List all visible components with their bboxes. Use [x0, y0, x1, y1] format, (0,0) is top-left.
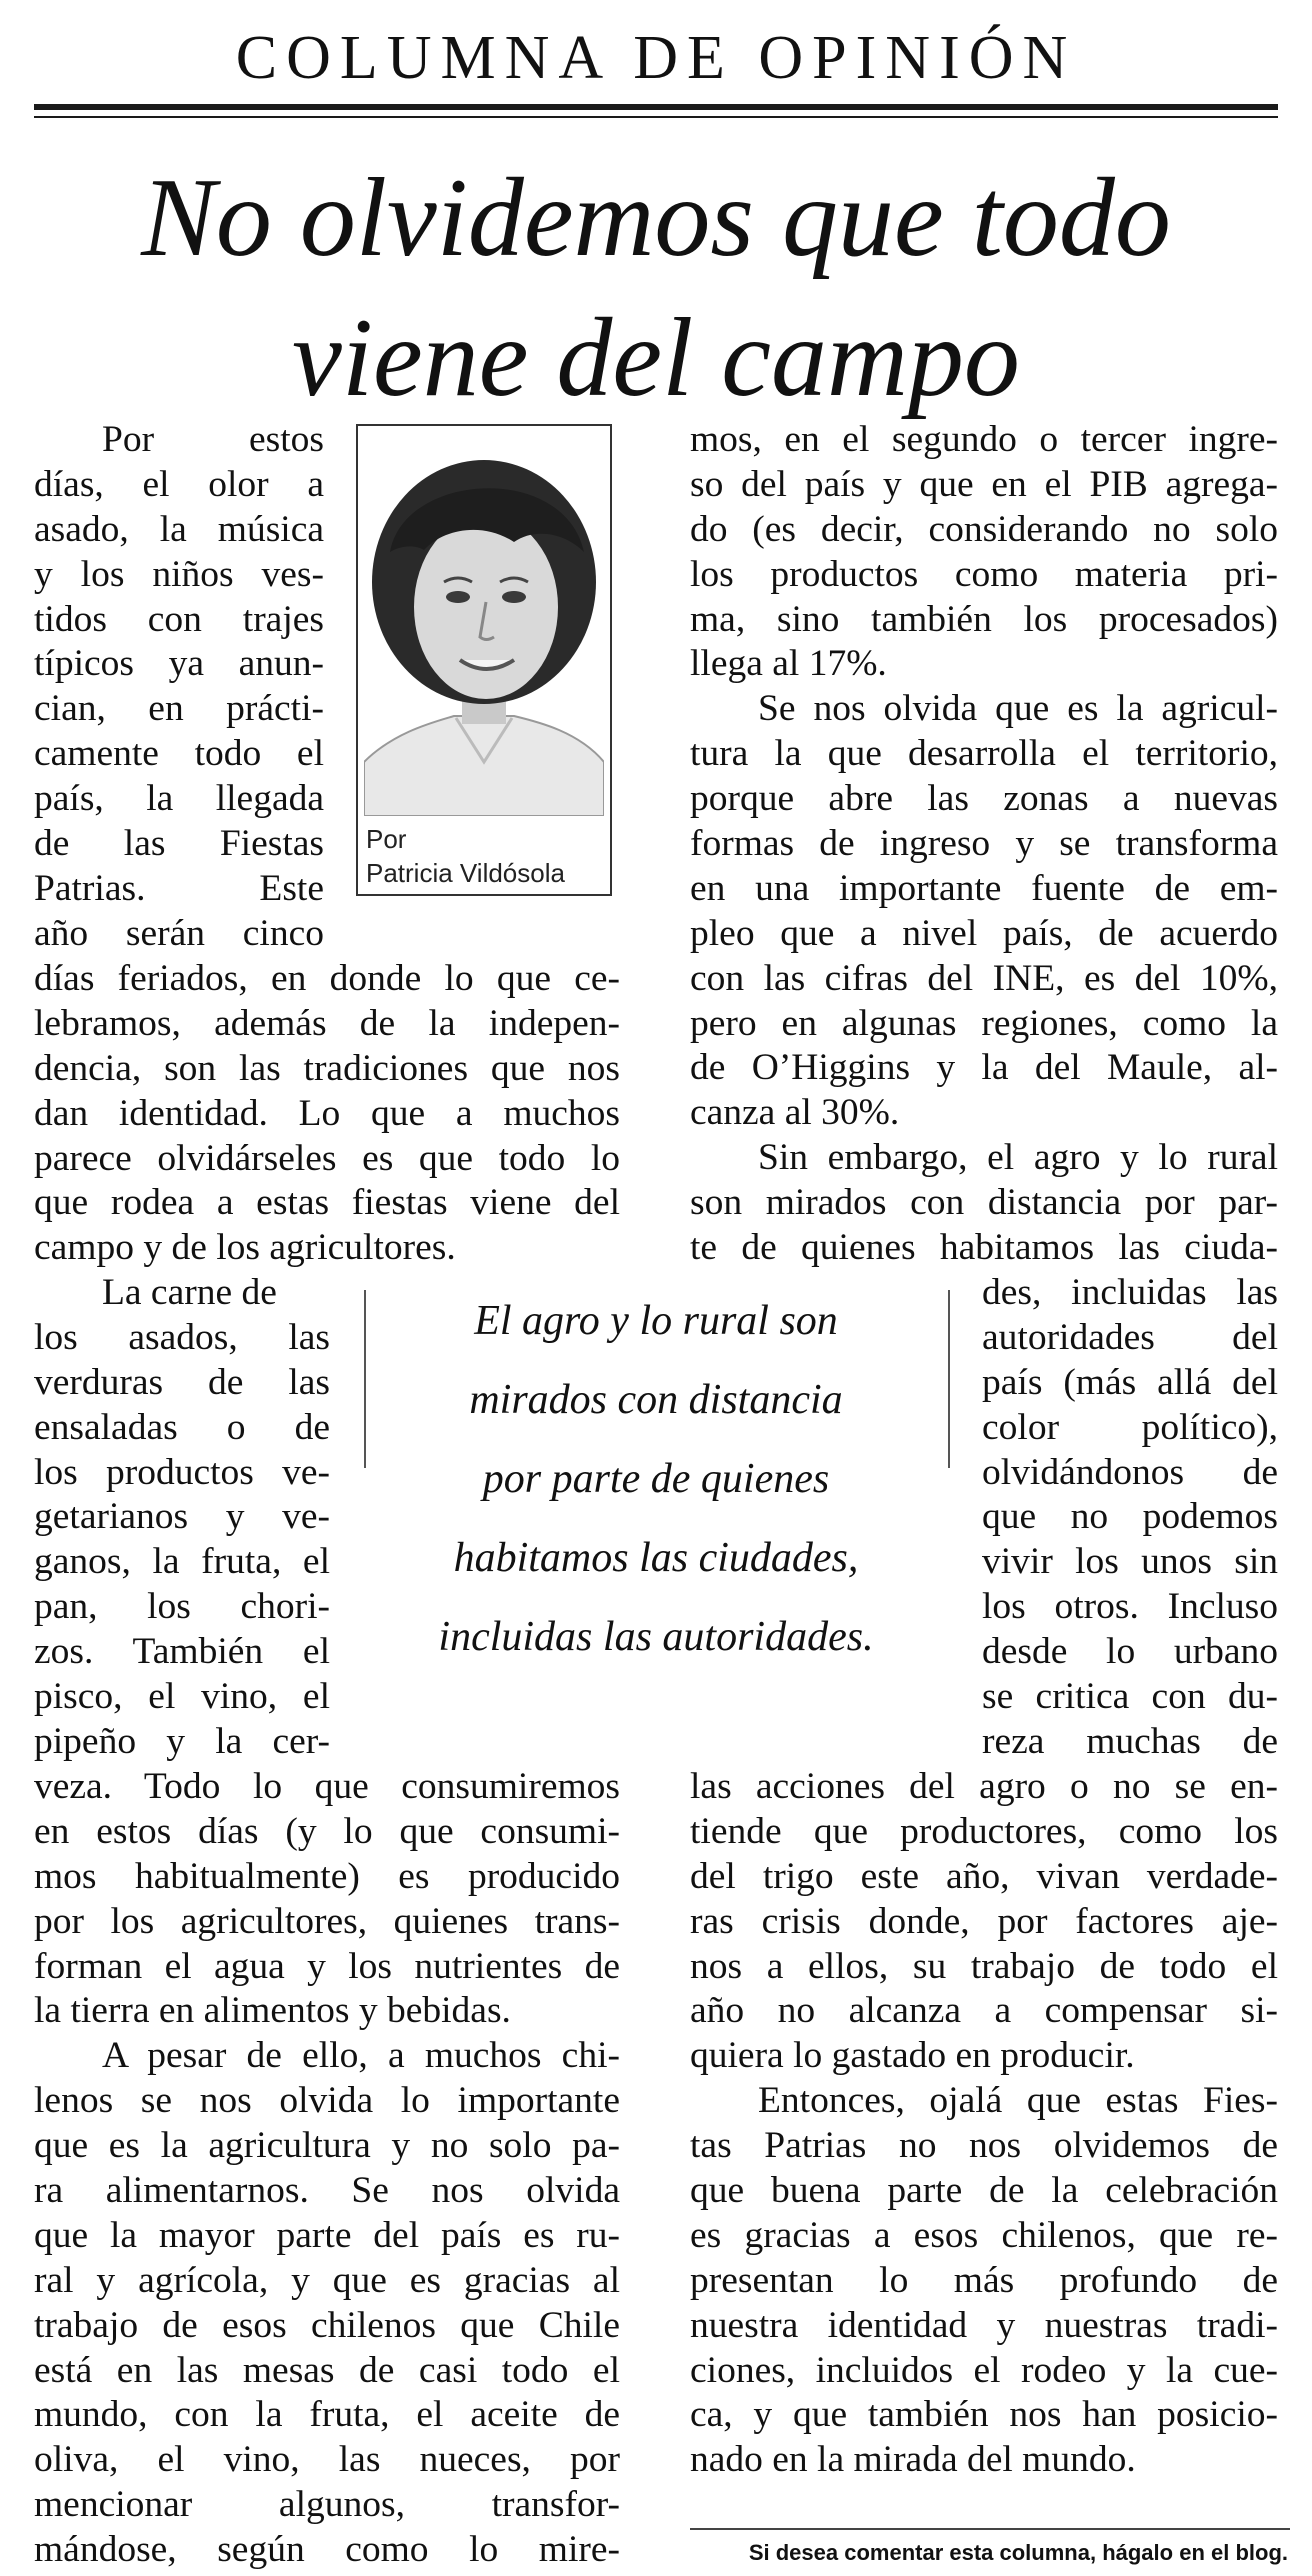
text-line: que buena parte de la celebración — [690, 2170, 1278, 2212]
text-line: ganos, la fruta, el — [34, 1541, 330, 1583]
column-1-bottom — [34, 1765, 620, 2573]
text-line: pleo que a nivel país, de acuerdo — [690, 912, 1278, 954]
header-rule-thick — [34, 104, 1278, 110]
text-line: veza. Todo lo que consumiremos — [34, 1766, 620, 1807]
text-line: tas Patrias no nos olvidemos de — [690, 2125, 1278, 2167]
column-1-narrow — [34, 1271, 330, 1765]
text-line: mundo, con la fruta, el aceite de — [34, 2394, 620, 2436]
headline-line-2: viene del campo — [292, 296, 1020, 420]
text-line: vivir los unos sin — [982, 1541, 1278, 1583]
text-line: nuestra identidad y nuestras tradi- — [690, 2304, 1278, 2346]
text-line: des, incluidas las — [982, 1272, 1278, 1313]
text-line: en estos días (y lo que consumi- — [34, 1810, 620, 1852]
text-line: oliva, el vino, las nueces, por — [34, 2439, 620, 2481]
pull-quote — [376, 1282, 936, 1677]
text-line: año no alcanza a compensar si- — [690, 1990, 1278, 2032]
text-line: los productos como materia pri- — [690, 553, 1278, 595]
text-line: porque abre las zonas a nuevas — [690, 778, 1278, 820]
section-label: COLUMNA DE OPINIÓN — [235, 24, 1077, 92]
text-line: canza al 30%. — [690, 1092, 900, 1134]
text-line: llega al 17%. — [690, 643, 887, 685]
text-line: cian, en prácti- — [34, 688, 324, 730]
text-line: los otros. Incluso — [982, 1586, 1278, 1628]
footer-rule — [690, 2528, 1290, 2530]
text-line: ral y agrícola, y que es gracias al — [34, 2259, 620, 2301]
text-line: que no podemos — [982, 1496, 1278, 1538]
text-line: que rodea a estas fiestas viene del — [34, 1182, 620, 1224]
text-line: que es la agricultura y no solo pa- — [34, 2125, 620, 2167]
text-line: de las Fiestas — [34, 823, 324, 865]
text-line: ras crisis donde, por factores aje- — [690, 1900, 1278, 1942]
text-line: Por estos — [102, 419, 324, 460]
byline-author: Patricia Vildósola — [366, 858, 565, 888]
text-line: y los niños ves- — [34, 553, 324, 595]
pull-quote-line: por parte de quienes — [482, 1456, 830, 1502]
text-line: pan, los chori- — [34, 1586, 330, 1628]
text-line: de O’Higgins y la del Maule, al- — [690, 1047, 1278, 1089]
text-line: dencia, son las tradiciones que nos — [34, 1047, 620, 1089]
text-line: Entonces, ojalá que estas Fies- — [758, 2080, 1278, 2122]
text-line: mencionar algunos, transfor- — [34, 2484, 620, 2526]
text-line: nado en la mirada del mundo. — [690, 2439, 1136, 2481]
footer-note: Si desea comentar esta columna, hágalo en el blog. — [748, 2540, 1288, 2565]
text-line: A pesar de ello, a muchos chi- — [102, 2035, 620, 2077]
text-line: con las cifras del INE, es del 10%, — [690, 957, 1278, 999]
header-rule-thin — [34, 116, 1278, 118]
text-line: autoridades del — [982, 1316, 1278, 1358]
text-line: pipeño y la cer- — [34, 1720, 330, 1762]
column-2-bottom — [690, 1765, 1278, 2483]
text-line: presentan lo más profundo de — [690, 2259, 1278, 2301]
text-line: ca, y que también nos han posicio- — [690, 2394, 1278, 2436]
byline-prefix: Por — [366, 824, 407, 854]
column-1-full — [34, 957, 620, 1271]
text-line: forman el agua y los nutrientes de — [34, 1945, 620, 1987]
text-line: reza muchas de — [982, 1720, 1278, 1762]
text-line: tidos con trajes — [34, 598, 324, 640]
text-line: país (más allá del — [982, 1361, 1278, 1403]
pull-quote-line: El agro y lo rural son — [474, 1298, 838, 1344]
text-line: país, la llegada — [34, 778, 324, 820]
author-photo-box — [356, 424, 612, 896]
text-line: del trigo este año, vivan verdade- — [690, 1855, 1278, 1897]
pull-quote-left-bar — [364, 1290, 366, 1468]
text-line: ensaladas o de — [34, 1406, 330, 1448]
text-line: te de quienes habitamos las ciuda- — [690, 1227, 1278, 1269]
text-line: días, el olor a — [34, 463, 324, 505]
text-line: tura la que desarrolla el territorio, — [690, 733, 1278, 775]
text-line: trabajo de esos chilenos que Chile — [34, 2304, 620, 2346]
column-1-top — [34, 418, 324, 957]
pull-quote-right-bar — [948, 1290, 950, 1468]
text-line: pisco, el vino, el — [34, 1676, 330, 1718]
text-line: se critica con du- — [982, 1676, 1278, 1718]
text-line: nos a ellos, su trabajo de todo el — [690, 1945, 1278, 1987]
text-line: que la mayor parte del país es ru- — [34, 2214, 620, 2256]
text-line: las acciones del agro o no se en- — [690, 1766, 1278, 1807]
text-line: año serán cinco — [34, 912, 324, 954]
text-line: mos, en el segundo o tercer ingre- — [690, 419, 1278, 460]
text-line: so del país y que en el PIB agrega- — [690, 463, 1278, 505]
author-portrait-icon — [364, 432, 604, 816]
text-line: ra alimentarnos. Se nos olvida — [34, 2170, 620, 2212]
text-line: está en las mesas de casi todo el — [34, 2349, 620, 2391]
byline — [366, 822, 565, 890]
text-line: desde lo urbano — [982, 1631, 1278, 1673]
text-line: es gracias a esos chilenos, que re- — [690, 2214, 1278, 2256]
text-line: dan identidad. Lo que a muchos — [34, 1092, 620, 1134]
pull-quote-line: mirados con distancia — [469, 1377, 843, 1423]
text-line: días feriados, en donde lo que ce- — [34, 958, 620, 999]
text-line: color político), — [982, 1406, 1278, 1448]
column-2-top — [690, 418, 1278, 1271]
text-line: campo y de los agricultores. — [34, 1227, 456, 1269]
column-2-narrow — [982, 1271, 1278, 1765]
text-line: olvidándonos de — [982, 1451, 1278, 1493]
author-photo — [364, 432, 604, 816]
text-line: Sin embargo, el agro y lo rural — [758, 1137, 1278, 1179]
pull-quote-line: habitamos las ciudades, — [453, 1535, 859, 1581]
text-line: lebramos, además de la indepen- — [34, 1002, 620, 1044]
text-line: lenos se nos olvida lo importante — [34, 2080, 620, 2122]
text-line: tiende que productores, como los — [690, 1810, 1278, 1852]
text-line: los productos ve- — [34, 1451, 330, 1493]
text-line: Patrias. Este — [34, 867, 324, 909]
text-line: camente todo el — [34, 733, 324, 775]
text-line: getarianos y ve- — [34, 1496, 330, 1538]
text-line: son mirados con distancia por par- — [690, 1182, 1278, 1224]
headline-line-1: No olvidemos que todo — [141, 156, 1171, 280]
text-line: do (es decir, considerando no solo — [690, 508, 1278, 550]
text-line: por los agricultores, quienes trans- — [34, 1900, 620, 1942]
text-line: quiera lo gastado en producir. — [690, 2035, 1135, 2077]
text-line: parece olvidárseles es que todo lo — [34, 1137, 620, 1179]
text-line: ciones, incluidos el rodeo y la cue- — [690, 2349, 1278, 2391]
text-line: formas de ingreso y se transforma — [690, 823, 1278, 865]
text-line: en una importante fuente de em- — [690, 867, 1278, 909]
text-line: ma, sino también los procesados) — [690, 598, 1278, 640]
text-line: mos habitualmente) es producido — [34, 1855, 620, 1897]
text-line: típicos ya anun- — [34, 643, 324, 685]
text-line: los asados, las — [34, 1316, 330, 1358]
text-line: zos. También el — [34, 1631, 330, 1673]
text-line: la tierra en alimentos y bebidas. — [34, 1990, 511, 2032]
text-line: asado, la música — [34, 508, 324, 550]
text-line: mándose, según como lo mire- — [34, 2529, 620, 2571]
text-line: Se nos olvida que es la agricul- — [758, 688, 1278, 730]
text-line: La carne de — [102, 1272, 277, 1313]
pull-quote-line: incluidas las autoridades. — [438, 1614, 874, 1660]
text-line: verduras de las — [34, 1361, 330, 1403]
headline — [0, 148, 1312, 428]
text-line: pero en algunas regiones, como la — [690, 1002, 1278, 1044]
